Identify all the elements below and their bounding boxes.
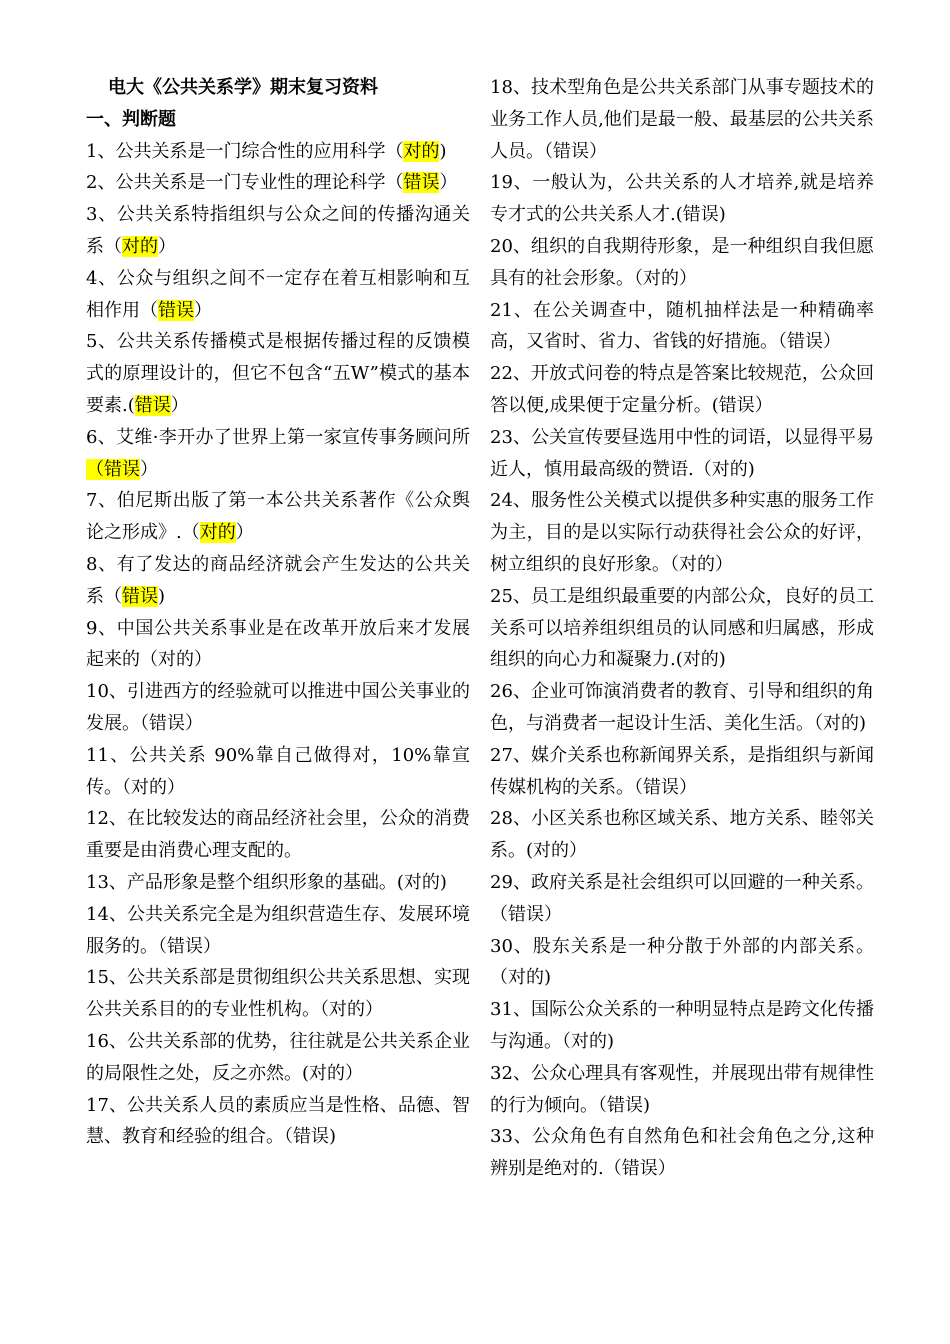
question-text: 14、公共关系完全是为组织营造生存、发展环境服务的。（错误）	[86, 903, 470, 957]
closing-paren: )	[439, 140, 447, 162]
question-item	[490, 803, 874, 867]
question-text: 6、艾维·李开办了世界上第一家宣传事务顾问所	[86, 426, 470, 448]
question-item	[86, 899, 470, 963]
question-text: 15、公共关系部是贯彻组织公共关系思想、实现公共关系目的的专业性机构。（对的）	[86, 967, 470, 1021]
question-text: 5、公共关系传播模式是根据传播过程的反馈模式的原理设计的，但它不包含“五W”模式的基本要素.(	[86, 331, 470, 416]
question-text: 11、公共关系 90%靠自己做得对，10%靠宣传。（对的）	[86, 744, 470, 798]
question-item	[86, 613, 470, 677]
question-text: 12、在比较发达的商品经济社会里，公众的消费重要是由消费心理支配的。	[86, 808, 470, 862]
closing-paren: ）	[170, 394, 189, 416]
section-heading: 一、判断题	[86, 108, 176, 130]
question-item	[86, 136, 470, 168]
question-item	[490, 740, 874, 804]
question-text: 4、公众与组织之间不一定存在着互相影响和互相作用（	[86, 267, 470, 321]
question-item	[490, 581, 874, 676]
question-text: 10、引进西方的经验就可以推进中国公关事业的发展。（错误）	[86, 681, 470, 734]
question-item	[490, 422, 874, 486]
left-column	[86, 72, 470, 1153]
answer-highlight: 错误	[122, 585, 158, 607]
question-text: 18、技术型角色是公共关系部门从事专题技术的业务工作人员,他们是最一般、最基层的公共关系人员。（错误）	[490, 77, 874, 162]
answer-highlight: （错误	[86, 458, 140, 480]
closing-paren: ）	[158, 235, 176, 257]
question-item	[490, 485, 874, 580]
question-text: 20、组织的自我期待形象，是一种组织自我但愿具有的社会形象。（对的）	[490, 235, 874, 289]
question-text: 3、公共关系特指组织与公众之间的传播沟通关系（	[86, 204, 470, 257]
question-text: 24、服务性公关模式以提供多种实惠的服务工作为主，目的是以实际行动获得社会公众的好评，树立组织的良好形象。（对的）	[490, 490, 874, 575]
question-item	[86, 167, 470, 199]
question-item	[86, 740, 470, 804]
question-item	[490, 1121, 874, 1185]
closing-paren: ）	[194, 299, 212, 321]
right-column	[490, 72, 874, 1185]
document-title: 电大《公共关系学》期末复习资料	[108, 77, 378, 98]
question-text: 26、企业可饰演消费者的教育、引导和组织的角色，与消费者一起设计生活、美化生活。（对的)	[490, 681, 874, 734]
question-item	[86, 326, 470, 421]
question-item	[490, 1058, 874, 1122]
question-item	[490, 931, 874, 995]
question-text: 9、中国公共关系事业是在改革开放后来才发展起来的（对的）	[86, 617, 470, 671]
question-item	[490, 994, 874, 1058]
question-text: 25、员工是组织最重要的内部公众，良好的员工关系可以培养组织组员的认同感和归属感，形成组织的向心力和凝聚力.(对的)	[490, 585, 874, 671]
question-item	[490, 231, 874, 295]
question-text: 16、公共关系部的优势，往往就是公共关系企业的局限性之处，反之亦然。(对的）	[86, 1030, 470, 1084]
question-item	[86, 485, 470, 549]
question-item	[86, 263, 470, 327]
question-item	[86, 1090, 470, 1154]
question-item	[490, 72, 874, 167]
answer-highlight: 错误	[158, 299, 194, 321]
question-item	[86, 199, 470, 263]
question-item	[490, 295, 874, 359]
question-text: 30、股东关系是一种分散于外部的内部关系。（对的)	[490, 935, 874, 989]
closing-paren: ）	[439, 172, 458, 194]
question-text: 17、公共关系人员的素质应当是性格、品德、智慧、教育和经验的组合。（错误)	[86, 1094, 470, 1148]
answer-highlight: 对的	[403, 140, 440, 162]
question-text: 22、开放式问卷的特点是答案比较规范，公众回答以便,成果便于定量分析。(错误）	[490, 363, 874, 416]
question-item	[86, 422, 470, 486]
question-text: 29、政府关系是社会组织可以回避的一种关系。（错误）	[490, 871, 874, 925]
question-text: 32、公众心理具有客观性，并展现出带有规律性的行为倾向。（错误)	[490, 1062, 874, 1116]
question-text: 19、一般认为，公共关系的人才培养,就是培养专才式的公共关系人才.(错误)	[490, 172, 874, 226]
question-item	[490, 676, 874, 740]
answer-highlight: 错误	[403, 172, 440, 194]
right-item-list	[490, 72, 874, 1185]
question-text: 13、产品形象是整个组织形象的基础。(对的)	[86, 871, 447, 893]
question-item	[490, 867, 874, 931]
question-text: 28、小区关系也称区域关系、地方关系、睦邻关系。(对的）	[490, 808, 874, 862]
question-text: 1、公共关系是一门综合性的应用科学（	[86, 140, 404, 162]
question-text: 21、在公关调查中，随机抽样法是一种精确率高，又省时、省力、省钱的好措施。（错误）	[490, 299, 874, 353]
question-item	[86, 803, 470, 867]
closing-paren: ）	[235, 522, 254, 544]
closing-paren: )	[158, 585, 166, 607]
answer-highlight: 对的	[199, 522, 236, 544]
question-item	[86, 962, 470, 1026]
question-item	[86, 549, 470, 613]
closing-paren: ）	[140, 458, 158, 480]
question-text: 8、有了发达的商品经济就会产生发达的公共关系（	[86, 553, 470, 607]
question-text: 2、公共关系是一门专业性的理论科学（	[86, 172, 404, 194]
question-item	[86, 867, 470, 899]
question-item	[86, 1026, 470, 1090]
question-text: 7、伯尼斯出版了第一本公共关系著作《公众舆论之形成》.（	[86, 490, 470, 544]
question-text: 33、公众角色有自然角色和社会角色之分,这种辨别是绝对的.（错误）	[490, 1126, 874, 1180]
question-text: 23、公关宣传要昼选用中性的词语，以显得平易近人，慎用最高级的赞语.（对的)	[490, 426, 874, 480]
answer-highlight: 错误	[134, 394, 171, 416]
question-text: 27、媒介关系也称新闻界关系，是指组织与新闻传媒机构的关系。（错误）	[490, 744, 874, 798]
question-item	[490, 167, 874, 231]
question-item	[86, 676, 470, 740]
question-item	[490, 358, 874, 422]
left-item-list	[86, 136, 470, 1154]
answer-highlight: 对的	[122, 235, 158, 257]
question-text: 31、国际公众关系的一种明显特点是跨文化传播与沟通。（对的)	[490, 999, 874, 1052]
